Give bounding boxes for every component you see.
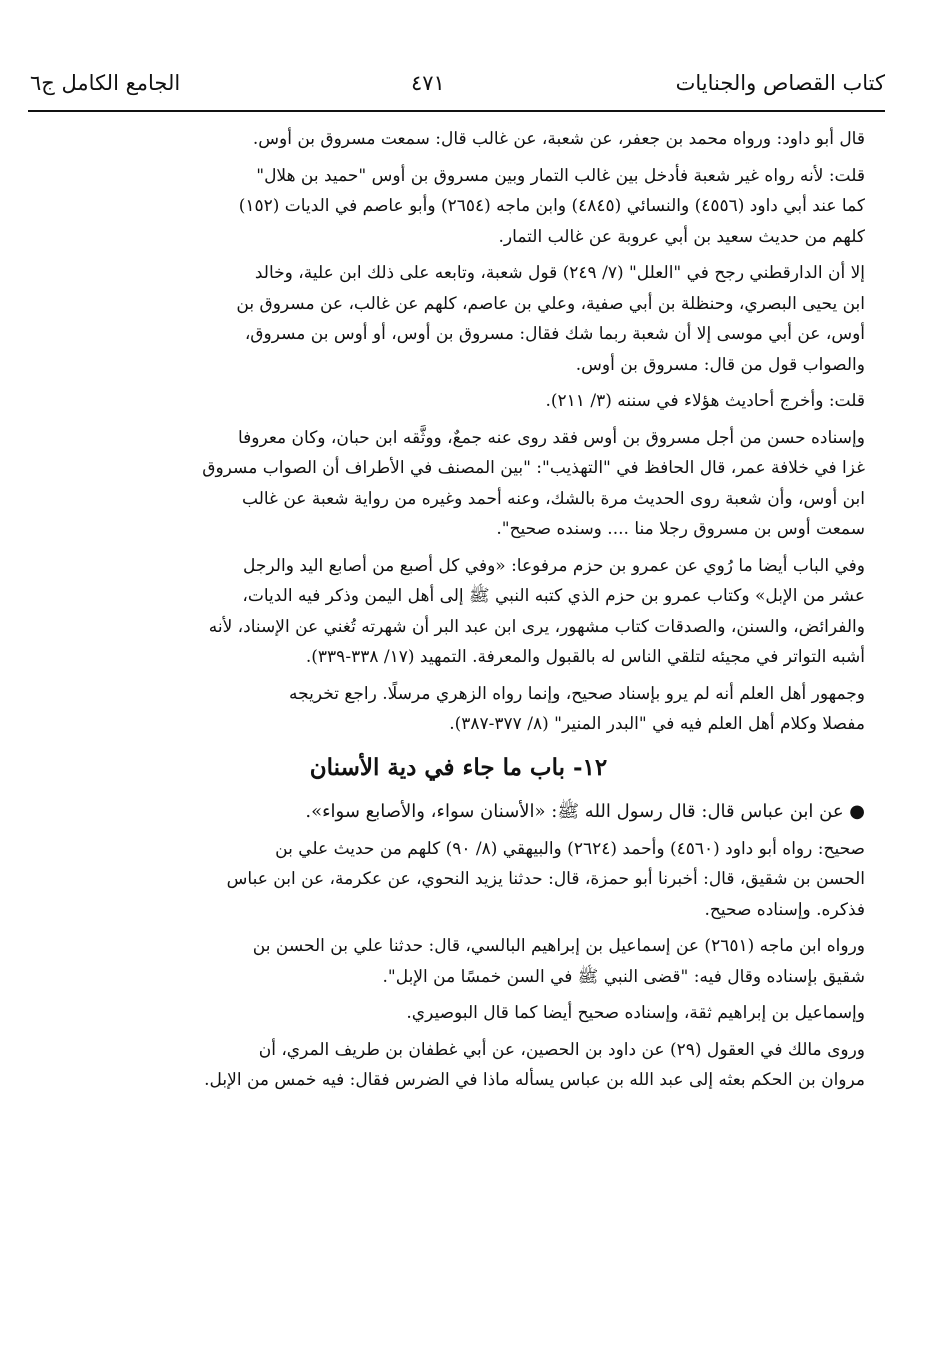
section-title: ١٢- باب ما جاء في دية الأسنان <box>309 753 608 781</box>
text-line: إلا أن الدارقطني رجح في "العلل" (٧/ ٢٤٩) قول شعبة، وتابعه على ذلك ابن علية، وخالد <box>254 263 865 283</box>
text-line: مفصلا وكلام أهل العلم فيه في "البدر المنير" (٨/ ٣٧٧-٣٨٧). <box>449 714 865 734</box>
text-line: وإسماعيل بن إبراهيم ثقة، وإسناده صحيح أيضا كما قال البوصيري. <box>406 1003 865 1023</box>
paragraph <box>52 124 865 155</box>
text-line: كما عند أبي داود (٤٥٥٦) والنسائي (٤٨٤٥) وابن ماجه (٢٦٥٤) وأبو عاصم في الديات (١٥٢) <box>238 196 865 216</box>
text-line: وإسناده حسن من أجل مسروق بن أوس فقد روى عنه جمعٌ، ووثَّقه ابن حبان، وكان معروفا <box>237 427 865 448</box>
text-line: كلهم من حديث سعيد بن أبي عروبة عن غالب التمار. <box>498 226 865 247</box>
text-line: قلت: وأخرج أحاديث هؤلاء في سننه (٣/ ٢١١). <box>545 391 865 411</box>
page-header <box>30 58 885 108</box>
paragraph <box>52 1035 865 1096</box>
text-line: والفرائض، والسنن، والصدقات كتاب مشهور، يرى ابن عبد البر أن شهرته تُغني عن الإسناد، لأنه <box>208 616 865 637</box>
page-body <box>52 124 865 1096</box>
text-line: غزا في خلافة عمر، قال الحافظ في "التهذيب": "بين المصنف في الأطراف أن الصواب مسروق <box>202 458 865 478</box>
text-line: صحيح: رواه أبو داود (٤٥٦٠) وأحمد (٢٦٢٤) والبيهقي (٨/ ٩٠) كلهم من حديث علي بن <box>275 838 865 859</box>
chapter-title: كتاب القصاص والجنايات <box>675 71 885 95</box>
text-line: أوس، عن أبي موسى إلا أن شعبة ربما شك فقال: مسروق بن أوس، أو أوس بن مسروق، <box>244 324 865 344</box>
text-line: عشر من الإبل» وكتاب عمرو بن حزم الذي كتبه النبي ﷺ إلى أهل اليمن وذكر فيه الديات، <box>242 586 865 606</box>
paragraph <box>52 551 865 673</box>
text-line: ابن أوس، وأن شعبة روى الحديث مرة بالشك، وعنه أحمد وغيره من رواية شعبة عن غالب <box>242 488 865 509</box>
text-line: قلت: لأنه رواه غير شعبة فأدخل بين غالب التمار وبين مسروق بن أوس "حميد بن هلال" <box>256 165 865 186</box>
paragraph <box>52 931 865 992</box>
text-line: ابن يحيى البصري، وحنظلة بن أبي صفية، وعلي بن عاصم، كلهم عن غالب، عن مسروق بن <box>236 293 865 314</box>
text-line: فذكره. وإسناده صحيح. <box>704 899 865 920</box>
paragraph <box>52 998 865 1029</box>
book-title: الجامع الكامل ج٦ <box>30 71 181 95</box>
header-rule <box>28 110 885 112</box>
paragraph <box>52 679 865 740</box>
paragraph <box>52 161 865 253</box>
page-number: ٤٧١ <box>410 71 445 95</box>
paragraph <box>52 834 865 926</box>
paragraph <box>52 258 865 380</box>
text-line: سمعت أوس بن مسروق رجلا منا .... وسنده صحيح". <box>496 519 865 539</box>
text-line: وجمهور أهل العلم أنه لم يرو بإسناد صحيح، وإنما رواه الزهري مرسلًا. راجع تخريجه <box>289 683 865 704</box>
paragraph <box>52 423 865 545</box>
paragraph <box>52 386 865 417</box>
text-line: مروان بن الحكم بعثه إلى عبد الله بن عباس يسأله ماذا في الضرس فقال: فيه خمس من الإبل. <box>204 1070 865 1090</box>
text-line: الحسن بن شقيق، قال: أخبرنا أبو حمزة، قال: حدثنا يزيد النحوي، عن عكرمة، عن ابن عباس <box>226 869 865 889</box>
text-line: أشبه التواتر في مجيئه لتلقي الناس له بالقبول والمعرفة. التمهيد (١٧/ ٣٣٨-٣٣٩). <box>305 647 865 667</box>
text-line: والصواب قول من قال: مسروق بن أوس. <box>575 354 865 375</box>
text-line: ورواه ابن ماجه (٢٦٥١) عن إسماعيل بن إبراهيم البالسي، قال: حدثنا علي بن الحسن بن <box>252 936 865 956</box>
text-line: وروى مالك في العقول (٢٩) عن داود بن الحصين، عن أبي غطفان بن طريف المري، أن <box>258 1039 865 1060</box>
text-line: وفي الباب أيضا ما رُوي عن عمرو بن حزم مرفوعا: «وفي كل أصبع من أصابع اليد والرجل <box>243 555 865 576</box>
text-line: قال أبو داود: ورواه محمد بن جعفر، عن شعبة، عن غالب قال: سمعت مسروق بن أوس. <box>252 129 865 149</box>
hadith-text: ● عن ابن عباس قال: قال رسول الله ﷺ: «الأسنان سواء، والأصابع سواء». <box>305 800 865 822</box>
text-line: شقيق بإسناده وقال فيه: "قضى النبي ﷺ في السن خمسًا من الإبل". <box>382 966 865 987</box>
